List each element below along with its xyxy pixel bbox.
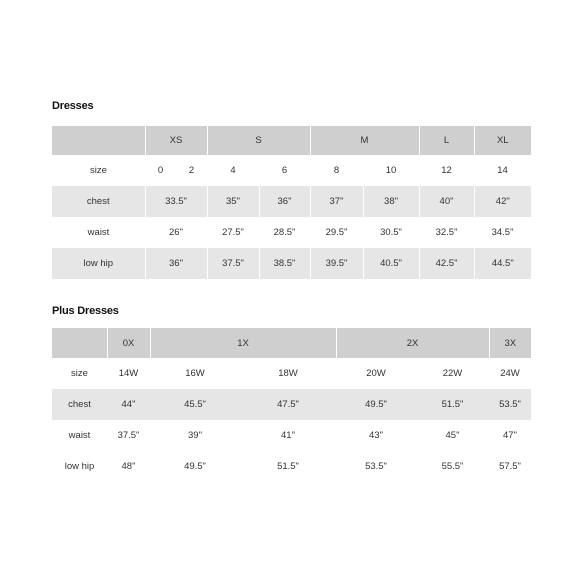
- cell-value: 39": [150, 420, 240, 451]
- cell-value: 47": [489, 420, 531, 451]
- cell-value: 51.5": [240, 451, 336, 482]
- cell-value: 33.5": [145, 186, 207, 217]
- cell-size: 18W: [240, 358, 336, 389]
- cell-size: 12: [419, 155, 474, 186]
- cell-value: 36": [145, 248, 207, 279]
- cell-value: 43": [336, 420, 416, 451]
- cell-value: 53.5": [489, 389, 531, 420]
- cell-size: 4: [207, 155, 259, 186]
- row-label: low hip: [52, 451, 107, 482]
- cell-value: 29.5": [310, 217, 363, 248]
- table-row: [52, 217, 531, 248]
- cell-size: 20W: [336, 358, 416, 389]
- cell-value: 37.5": [107, 420, 150, 451]
- cell-size: 22W: [416, 358, 489, 389]
- cell-value: 45.5": [150, 389, 240, 420]
- header-2x: 2X: [336, 328, 489, 358]
- cell-value: 30.5": [363, 217, 419, 248]
- row-label: size: [52, 358, 107, 389]
- cell-size: 10: [363, 155, 419, 186]
- cell-value: 44": [107, 389, 150, 420]
- cell-value: 44.5": [474, 248, 531, 279]
- cell-value: 48": [107, 451, 150, 482]
- cell-value: 57.5": [489, 451, 531, 482]
- cell-value: 26": [145, 217, 207, 248]
- header-m: M: [310, 126, 419, 155]
- cell-size: 2: [188, 165, 195, 176]
- cell-value: 35": [207, 186, 259, 217]
- row-label: waist: [52, 217, 145, 248]
- cell-value: 37.5": [207, 248, 259, 279]
- table-row: [52, 358, 531, 389]
- cell-size: 14W: [107, 358, 150, 389]
- cell-value: 45": [416, 420, 489, 451]
- cell-value: 38.5": [259, 248, 310, 279]
- cell-size: 24W: [489, 358, 531, 389]
- cell-size: 0: [157, 165, 164, 176]
- header-0x: 0X: [107, 328, 150, 358]
- header-3x: 3X: [489, 328, 531, 358]
- cell-value: 34.5": [474, 217, 531, 248]
- cell-size: 8: [310, 155, 363, 186]
- header-xs: XS: [145, 126, 207, 155]
- cell-value: 42.5": [419, 248, 474, 279]
- cell-value: 40": [419, 186, 474, 217]
- cell-size: 6: [259, 155, 310, 186]
- cell-value: 47.5": [240, 389, 336, 420]
- header-l: L: [419, 126, 474, 155]
- cell-value: 41": [240, 420, 336, 451]
- cell-value: 53.5": [336, 451, 416, 482]
- table-row: [52, 451, 531, 482]
- cell-value: 27.5": [207, 217, 259, 248]
- cell-value: 38": [363, 186, 419, 217]
- table-row: [52, 420, 531, 451]
- table-row: [52, 155, 531, 186]
- cell-value: 42": [474, 186, 531, 217]
- plus-dresses-title: Plus Dresses: [52, 305, 119, 317]
- cell-value: 51.5": [416, 389, 489, 420]
- table-row: [52, 248, 531, 279]
- table-row: [52, 186, 531, 217]
- plus-dresses-size-table: [52, 328, 531, 482]
- row-label: size: [52, 155, 145, 186]
- header-xl: XL: [474, 126, 531, 155]
- row-label: chest: [52, 186, 145, 217]
- row-label: waist: [52, 420, 107, 451]
- header-empty: [52, 126, 145, 155]
- cell-size: 14: [474, 155, 531, 186]
- header-empty: [52, 328, 107, 358]
- header-1x: 1X: [150, 328, 336, 358]
- cell-value: 39.5": [310, 248, 363, 279]
- row-label: low hip: [52, 248, 145, 279]
- dresses-size-table: [52, 126, 531, 279]
- cell-value: 32.5": [419, 217, 474, 248]
- cell-value: 55.5": [416, 451, 489, 482]
- cell-value: 49.5": [150, 451, 240, 482]
- table-row: [52, 389, 531, 420]
- header-s: S: [207, 126, 310, 155]
- cell-value: 49.5": [336, 389, 416, 420]
- row-label: chest: [52, 389, 107, 420]
- dresses-title: Dresses: [52, 100, 94, 112]
- cell-value: 36": [259, 186, 310, 217]
- cell-value: 28.5": [259, 217, 310, 248]
- cell-size: 16W: [150, 358, 240, 389]
- cell-value: 37": [310, 186, 363, 217]
- cell-size-xs: [145, 155, 207, 186]
- cell-value: 40.5": [363, 248, 419, 279]
